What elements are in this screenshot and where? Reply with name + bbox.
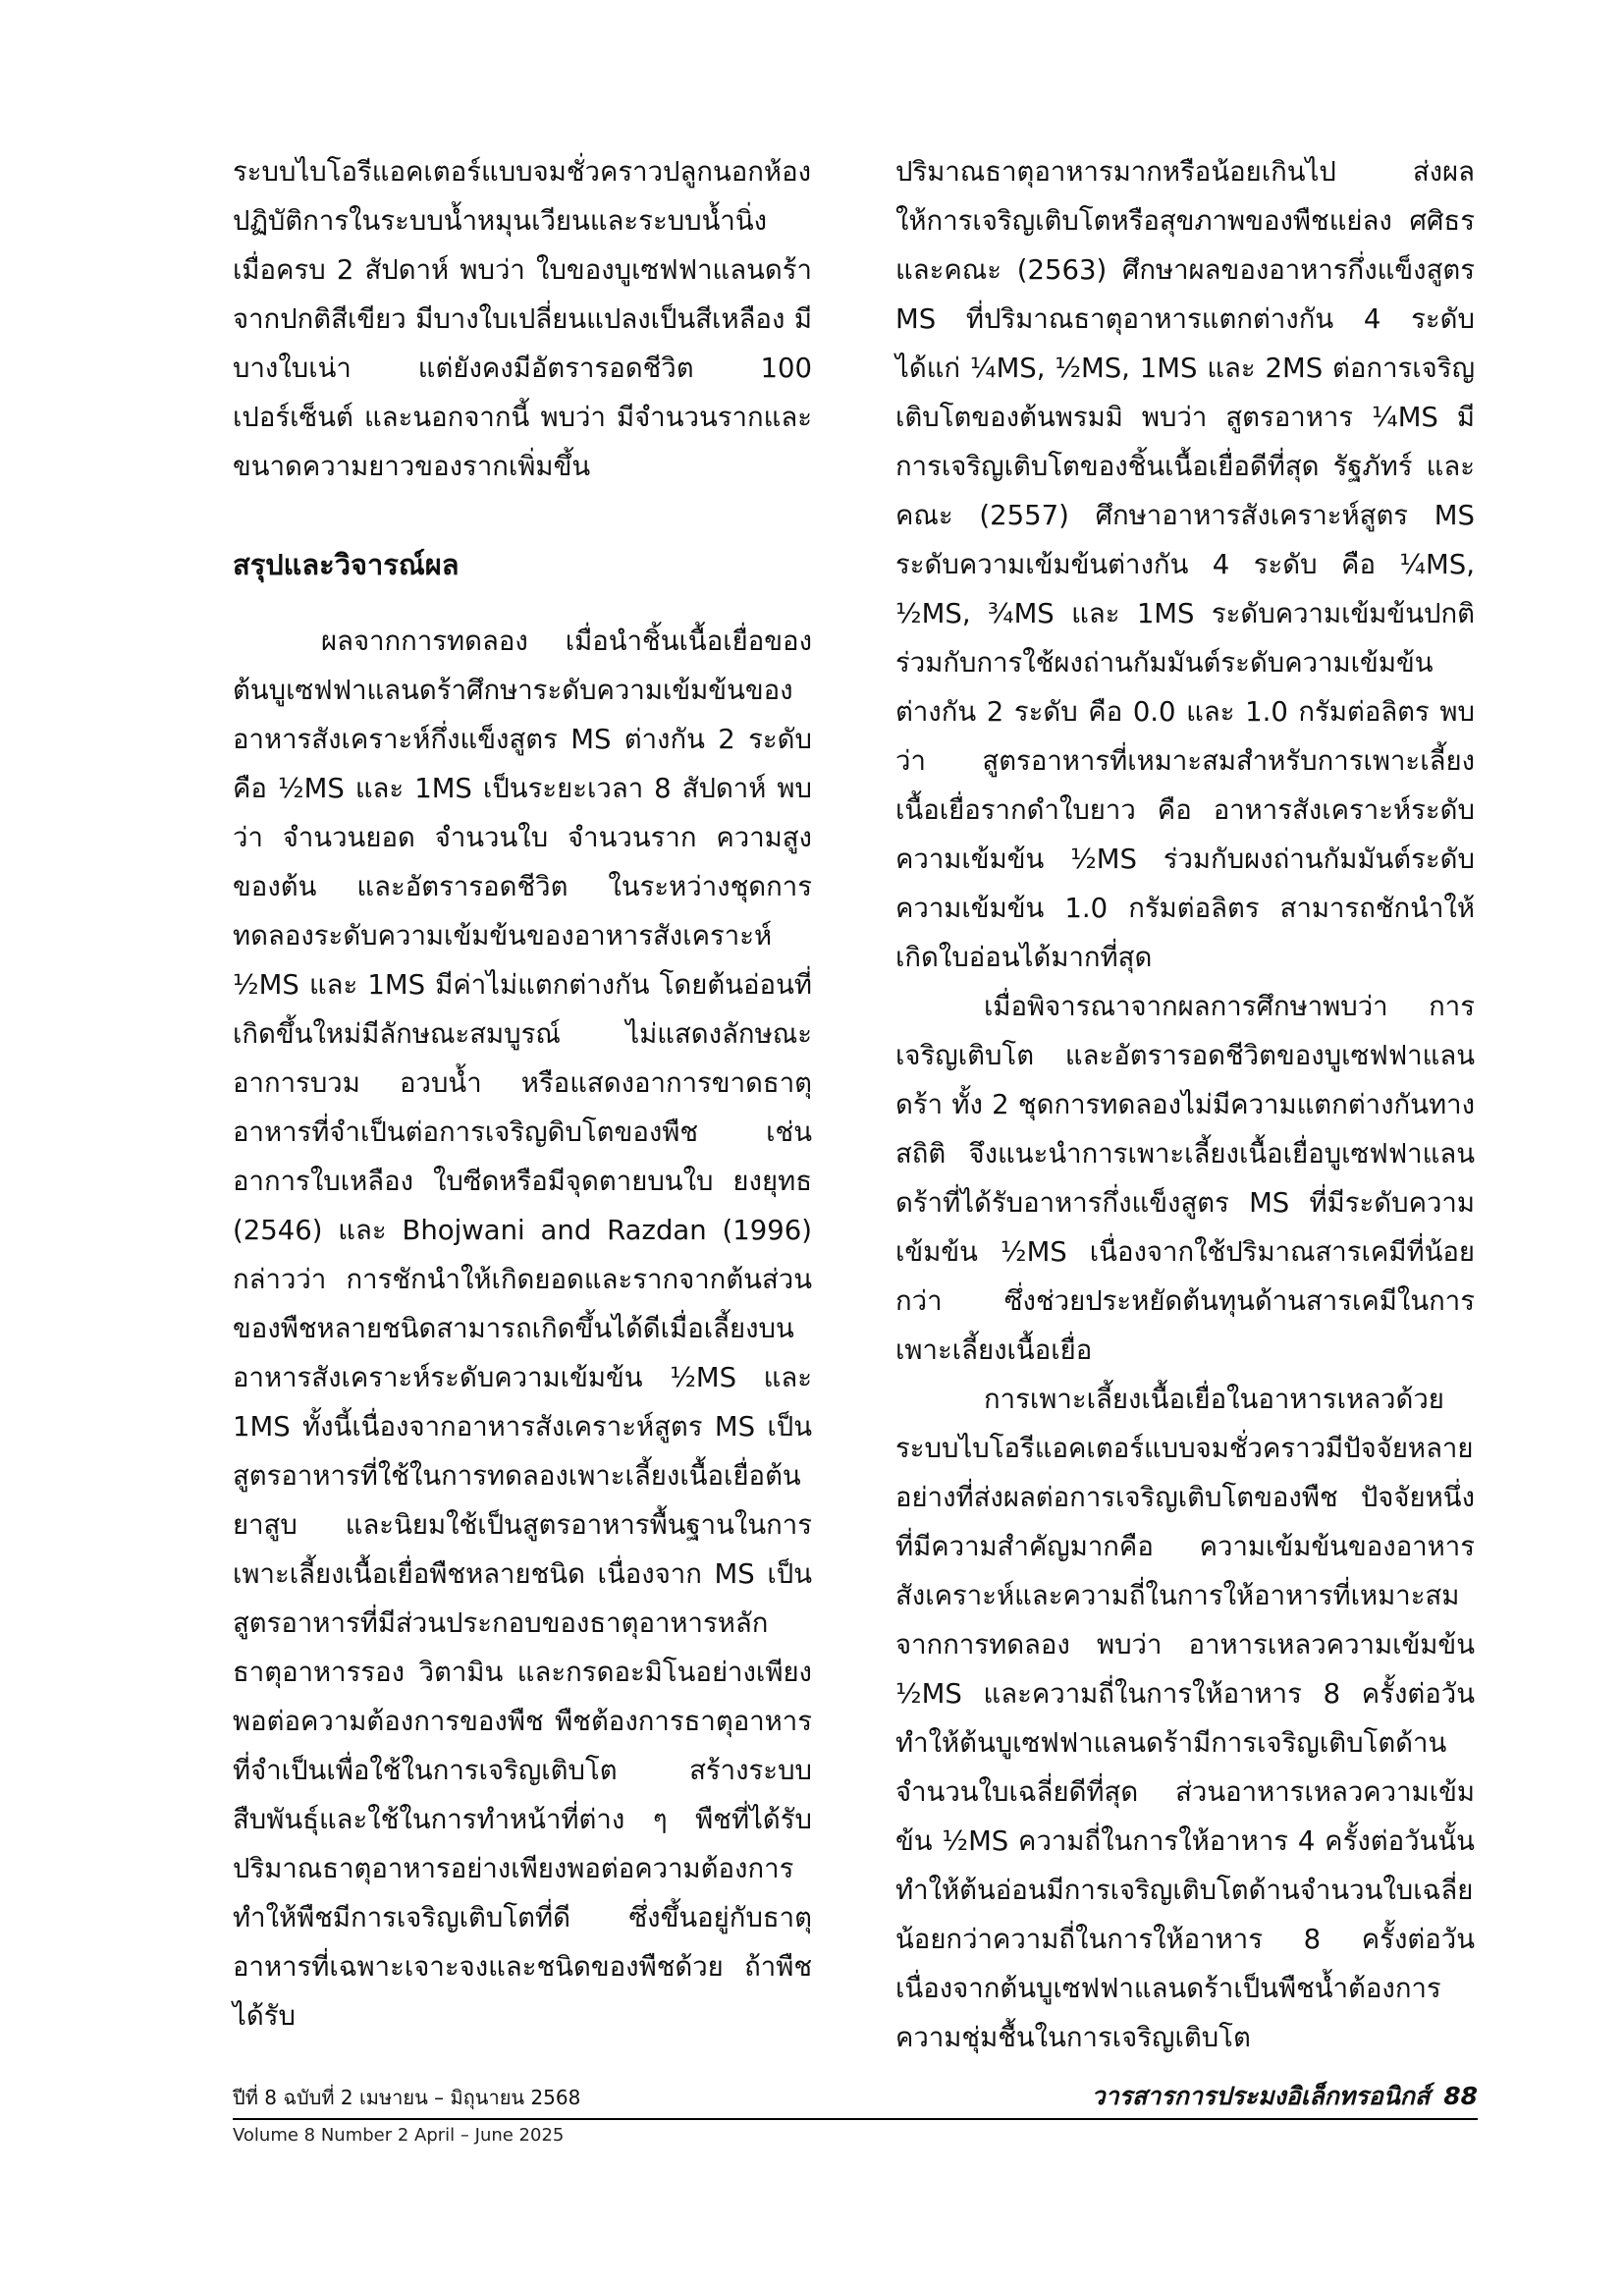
footer-issue-thai: ปีที่ 8 ฉบับที่ 2 เมษายน – มิถุนายน 2568	[233, 2086, 581, 2109]
right-paragraph-3: การเพาะเลี้ยงเนื้อเยื่อในอาหารเหลวด้วยระบบไบโอรีแอคเตอร์แบบจมชั่วคราวมีปัจจัยหลายอย่างที่ส่งผลต่อการเจริญเติบโตของพืช ปัจจัยหนึ่งที่มีความสำคัญมากคือ ความเข้มข้นของอาหารสังเคราะห์และความถี่ในการให้อาหารที่เหมาะสม จากการทดลอง พบว่า อาหารเหลวความเข้มข้น ½MS และความถี่ในการให้อาหาร 8 ครั้งต่อวัน ทำให้ต้นบูเซฟฟาแลนดร้ามีการเจริญเติบโตด้านจำนวนใบเฉลี่ยดีที่สุด ส่วนอาหารเหลวความเข้มข้น ½MS ความถี่ในการให้อาหาร 4 ครั้งต่อวันนั้น ทำให้ต้นอ่อนมีการเจริญเติบโตด้านจำนวนใบเฉลี่ยน้อยกว่าความถี่ในการให้อาหาร 8 ครั้งต่อวัน เนื่องจากต้นบูเซฟฟาแลนดร้าเป็นพืชน้ำต้องการความชุ่มชื้นในการเจริญเติบโต	[895, 1384, 1475, 2053]
journal-name: วารสารการประมงอิเล็กทรอนิกส์	[1091, 2082, 1431, 2110]
section-heading: สรุปและวิจารณ์ผล	[233, 548, 460, 581]
right-paragraph-2: เมื่อพิจารณาจากผลการศึกษาพบว่า การเจริญเติบโต และอัตรารอดชีวิตของบูเซฟฟาแลนดร้า ทั้ง 2 ชุดการทดลองไม่มีความแตกต่างกันทางสถิติ จึงแนะนำการเพาะเลี้ยงเนื้อเยื่อบูเซฟฟาแลนดร้าที่ได้รับอาหารกึ่งแข็งสูตร MS ที่มีระดับความเข้มข้น ½MS เนื่องจากใช้ปริมาณสารเคมีที่น้อยกว่า ซึ่งช่วยประหยัดต้นทุนด้านสารเคมีในการเพาะเลี้ยงเนื้อเยื่อ	[895, 991, 1475, 1366]
left-column	[233, 147, 812, 2041]
footer-journal	[1092, 2079, 1478, 2114]
left-paragraph-1: ระบบไบโอรีแอคเตอร์แบบจมชั่วคราวปลูกนอกห้องปฏิบัติการในระบบน้ำหมุนเวียนและระบบน้ำนิ่ง เมื่อครบ 2 สัปดาห์ พบว่า ใบของบูเซฟฟาแลนดร้าจากปกติสีเขียว มีบางใบเปลี่ยนแปลงเป็นสีเหลือง มีบางใบเน่า แต่ยังคงมีอัตรารอดชีวิต 100 เปอร์เซ็นต์ และนอกจากนี้ พบว่า มีจำนวนรากและขนาดความยาวของรากเพิ่มขึ้น	[233, 156, 812, 482]
right-paragraph-1: ปริมาณธาตุอาหารมากหรือน้อยเกินไป ส่งผลให้การเจริญเติบโตหรือสุขภาพของพืชแย่ลง ศศิธร และคณะ (2563) ศึกษาผลของอาหารกึ่งแข็งสูตร MS ที่ปริมาณธาตุอาหารแตกต่างกัน 4 ระดับ ได้แก่ ¼MS, ½MS, 1MS และ 2MS ต่อการเจริญเติบโตของต้นพรมมิ พบว่า สูตรอาหาร ¼MS มีการเจริญเติบโตของชิ้นเนื้อเยื่อดีที่สุด รัฐภัทร์ และคณะ (2557) ศึกษาอาหารสังเคราะห์สูตร MS ระดับความเข้มข้นต่างกัน 4 ระดับ คือ ¼MS, ½MS, ¾MS และ 1MS ระดับความเข้มข้นปกติร่วมกับการใช้ผงถ่านกัมมันต์ระดับความเข้มข้นต่างกัน 2 ระดับ คือ 0.0 และ 1.0 กรัมต่อลิตร พบว่า สูตรอาหารที่เหมาะสมสำหรับการเพาะเลี้ยงเนื้อเยื่อรากดำใบยาว คือ อาหารสังเคราะห์ระดับความเข้มข้น ½MS ร่วมกับผงถ่านกัมมันต์ระดับความเข้มข้น 1.0 กรัมต่อลิตร สามารถชักนำให้เกิดใบอ่อนได้มากที่สุด	[895, 156, 1475, 973]
right-column	[895, 147, 1475, 2062]
left-paragraph-2: ผลจากการทดลอง เมื่อนำชิ้นเนื้อเยื่อของต้นบูเซฟฟาแลนดร้าศึกษาระดับความเข้มข้นของอาหารสังเคราะห์กึ่งแข็งสูตร MS ต่างกัน 2 ระดับ คือ ½MS และ 1MS เป็นระยะเวลา 8 สัปดาห์ พบว่า จำนวนยอด จำนวนใบ จำนวนราก ความสูงของต้น และอัตรารอดชีวิต ในระหว่างชุดการทดลองระดับความเข้มข้นของอาหารสังเคราะห์ ½MS และ 1MS มีค่าไม่แตกต่างกัน โดยต้นอ่อนที่เกิดขึ้นใหม่มีลักษณะสมบูรณ์ ไม่แสดงลักษณะอาการบวม อวบน้ำ หรือแสดงอาการขาดธาตุอาหารที่จำเป็นต่อการเจริญดิบโตของพืช เช่น อาการใบเหลือง ใบซีดหรือมีจุดตายบนใบ ยงยุทธ (2546) และ Bhojwani and Razdan (1996) กล่าวว่า การชักนำให้เกิดยอดและรากจากต้นส่วนของพืชหลายชนิดสามารถเกิดขึ้นได้ดีเมื่อเลี้ยงบนอาหารสังเคราะห์ระดับความเข้มข้น ½MS และ 1MS ทั้งนี้เนื่องจากอาหารสังเคราะห์สูตร MS เป็นสูตรอาหารที่ใช้ในการทดลองเพาะเลี้ยงเนื้อเยื่อต้นยาสูบ และนิยมใช้เป็นสูตรอาหารพื้นฐานในการเพาะเลี้ยงเนื้อเยื่อพืชหลายชนิด เนื่องจาก MS เป็นสูตรอาหารที่มีส่วนประกอบของธาตุอาหารหลัก ธาตุอาหารรอง วิตามิน และกรดอะมิโนอย่างเพียงพอต่อความต้องการของพืช พืชต้องการธาตุอาหารที่จำเป็นเพื่อใช้ในการเจริญเติบโต สร้างระบบสืบพันธุ์และใช้ในการทำหน้าที่ต่าง ๆ พืชที่ได้รับปริมาณธาตุอาหารอย่างเพียงพอต่อความต้องการทำให้พืชมีการเจริญเติบโตที่ดี ซึ่งขึ้นอยู่กับธาตุอาหารที่เฉพาะเจาะจงและชนิดของพืชด้วย ถ้าพืชได้รับ	[233, 626, 812, 2032]
footer-divider	[233, 2118, 1478, 2120]
footer-issue-english: Volume 8 Number 2 April – June 2025	[233, 2125, 565, 2146]
page-number: 88	[1443, 2082, 1478, 2110]
